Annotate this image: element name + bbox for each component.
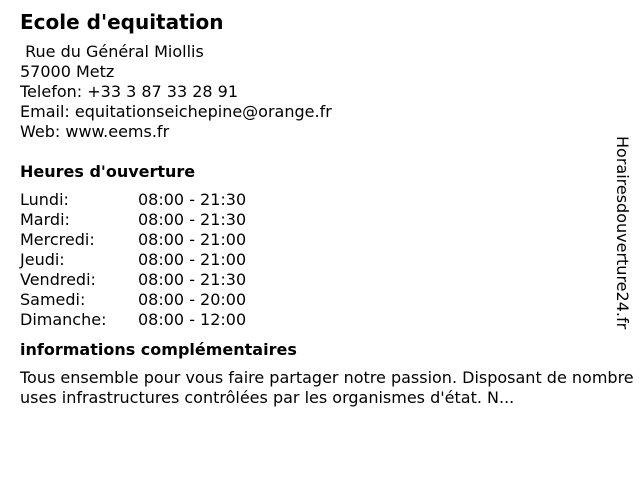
phone-number: Telefon: +33 3 87 33 28 91 [20,82,239,101]
hours-row [20,290,634,310]
time-range: 08:00 - 21:00 [138,250,247,269]
day-label: Vendredi: [20,270,96,289]
hours-row [20,310,634,330]
info-title: informations complémentaires [20,340,297,359]
day-label: Dimanche: [20,310,107,329]
info-description: Tous ensemble pour vous faire partager notre passion. Disposant de nombreuses infrastructures contrôlées par les organismes d'état. N... [20,368,634,407]
city-address: 57000 Metz [20,62,115,81]
site-watermark: Horairesdouverture24.fr [613,136,632,330]
day-label: Lundi: [20,190,69,209]
opening-hours-table [20,190,634,330]
business-card [20,8,634,408]
time-range: 08:00 - 21:30 [138,210,247,229]
hours-row [20,190,634,210]
hours-row [20,210,634,230]
day-label: Mardi: [20,210,70,229]
hours-row [20,250,634,270]
time-range: 08:00 - 12:00 [138,310,247,329]
day-label: Mercredi: [20,230,95,249]
email-address: Email: equitationseichepine@orange.fr [20,102,332,121]
business-name: Ecole d'equitation [20,10,224,34]
day-label: Samedi: [20,290,86,309]
time-range: 08:00 - 21:30 [138,270,247,289]
contact-block [20,42,634,142]
time-range: 08:00 - 20:00 [138,290,247,309]
day-label: Jeudi: [20,250,65,269]
hours-row [20,270,634,290]
hours-title: Heures d'ouverture [20,162,196,181]
website: Web: www.eems.fr [20,122,170,141]
hours-row [20,230,634,250]
time-range: 08:00 - 21:00 [138,230,247,249]
street-address: Rue du Général Miollis [25,42,204,61]
time-range: 08:00 - 21:30 [138,190,247,209]
